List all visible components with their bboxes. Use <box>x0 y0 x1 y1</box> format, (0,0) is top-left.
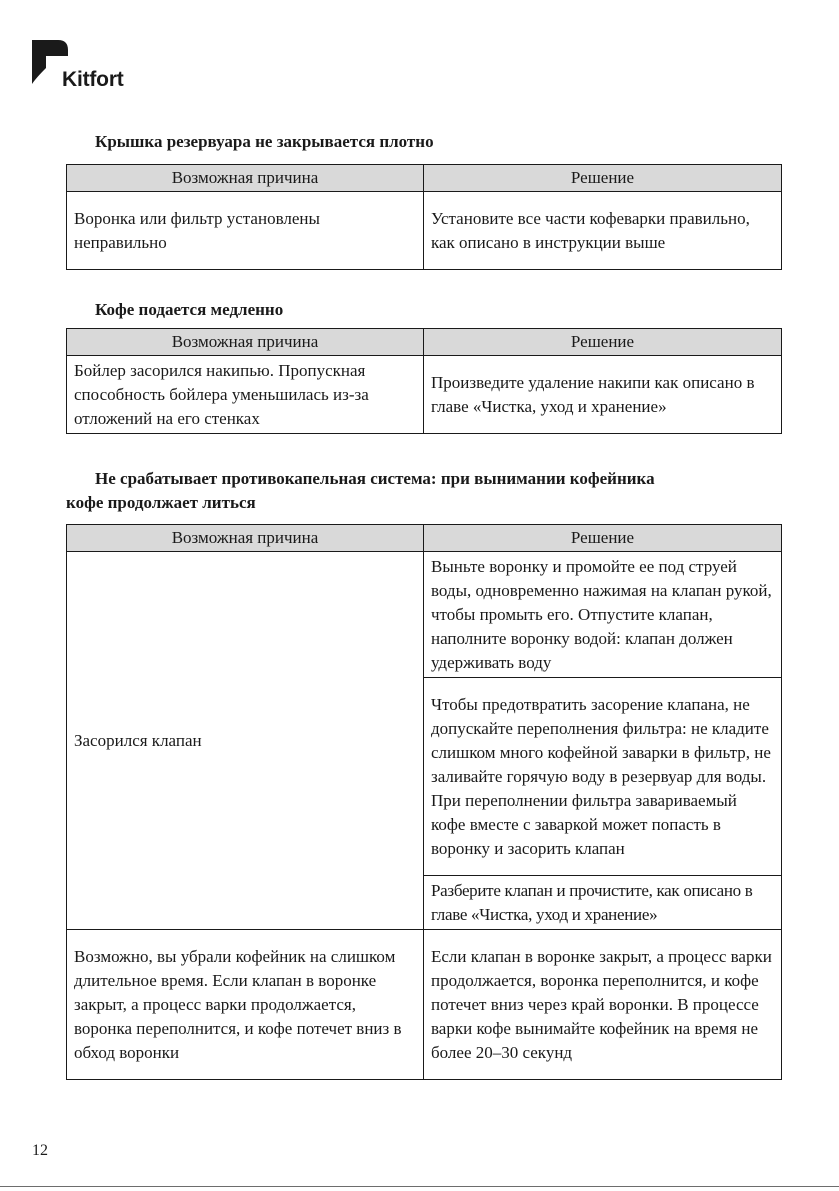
page-number: 12 <box>32 1142 48 1159</box>
cause-cell: Засорился клапан <box>67 552 424 930</box>
cause-cell: Воронка или фильтр установлены неправильно <box>67 192 424 270</box>
column-header-cause: Возможная причина <box>67 525 424 552</box>
troubleshoot-table <box>66 328 782 434</box>
brand-logo <box>30 38 170 94</box>
solution-cell: Выньте воронку и промойте ее под струей воды, одновременно нажимая на клапан рукой, чтобы промыть его. Отпустите клапан, наполните воронку водой: клапан должен удерживать воду <box>424 552 782 678</box>
page-bottom-rule <box>0 1186 839 1187</box>
cause-cell: Бойлер засорился накипью. Пропускная способность бойлера уменьшилась из-за отложений на его стенках <box>67 356 424 434</box>
column-header-cause: Возможная причина <box>67 165 424 192</box>
cause-cell: Возможно, вы убрали кофейник на слишком длительное время. Если клапан в воронке закрыт, а процесс варки продолжается, воронка переполнится, и кофе потечет вниз в обход воронки <box>67 930 424 1080</box>
solution-cell: Установите все части кофеварки правильно, как описано в инструкции выше <box>424 192 782 270</box>
troubleshoot-table <box>66 164 782 270</box>
section-title: Кофе подается медленно <box>95 300 284 319</box>
section-title: Не срабатывает противокапельная система: при вынимании кофейника кофе продолжает литься <box>66 469 655 512</box>
brand-name: Kitfort <box>62 68 124 91</box>
column-header-solution: Решение <box>424 329 782 356</box>
solution-cell: Разберите клапан и прочистите, как описано в главе «Чистка, уход и хранение» <box>424 876 782 930</box>
column-header-cause: Возможная причина <box>67 329 424 356</box>
solution-cell: Чтобы предотвратить засорение клапана, не допускайте переполнения фильтра: не кладите слишком много кофейной заварки в фильтр, не заливайте горячую воду в резервуар для воды. При переполнении фильтра завариваемый кофе вместе с заваркой может попасть в воронку и засорить клапан <box>424 678 782 876</box>
solution-cell: Если клапан в воронке закрыт, а процесс варки продолжается, воронка переполнится, и кофе потечет вниз через край воронки. В процессе варки кофе вынимайте кофейник на время не более 20–30 секунд <box>424 930 782 1080</box>
solution-cell: Произведите удаление накипи как описано в главе «Чистка, уход и хранение» <box>424 356 782 434</box>
column-header-solution: Решение <box>424 525 782 552</box>
column-header-solution: Решение <box>424 165 782 192</box>
section-title: Крышка резервуара не закрывается плотно <box>95 132 434 151</box>
troubleshoot-table <box>66 524 782 1080</box>
